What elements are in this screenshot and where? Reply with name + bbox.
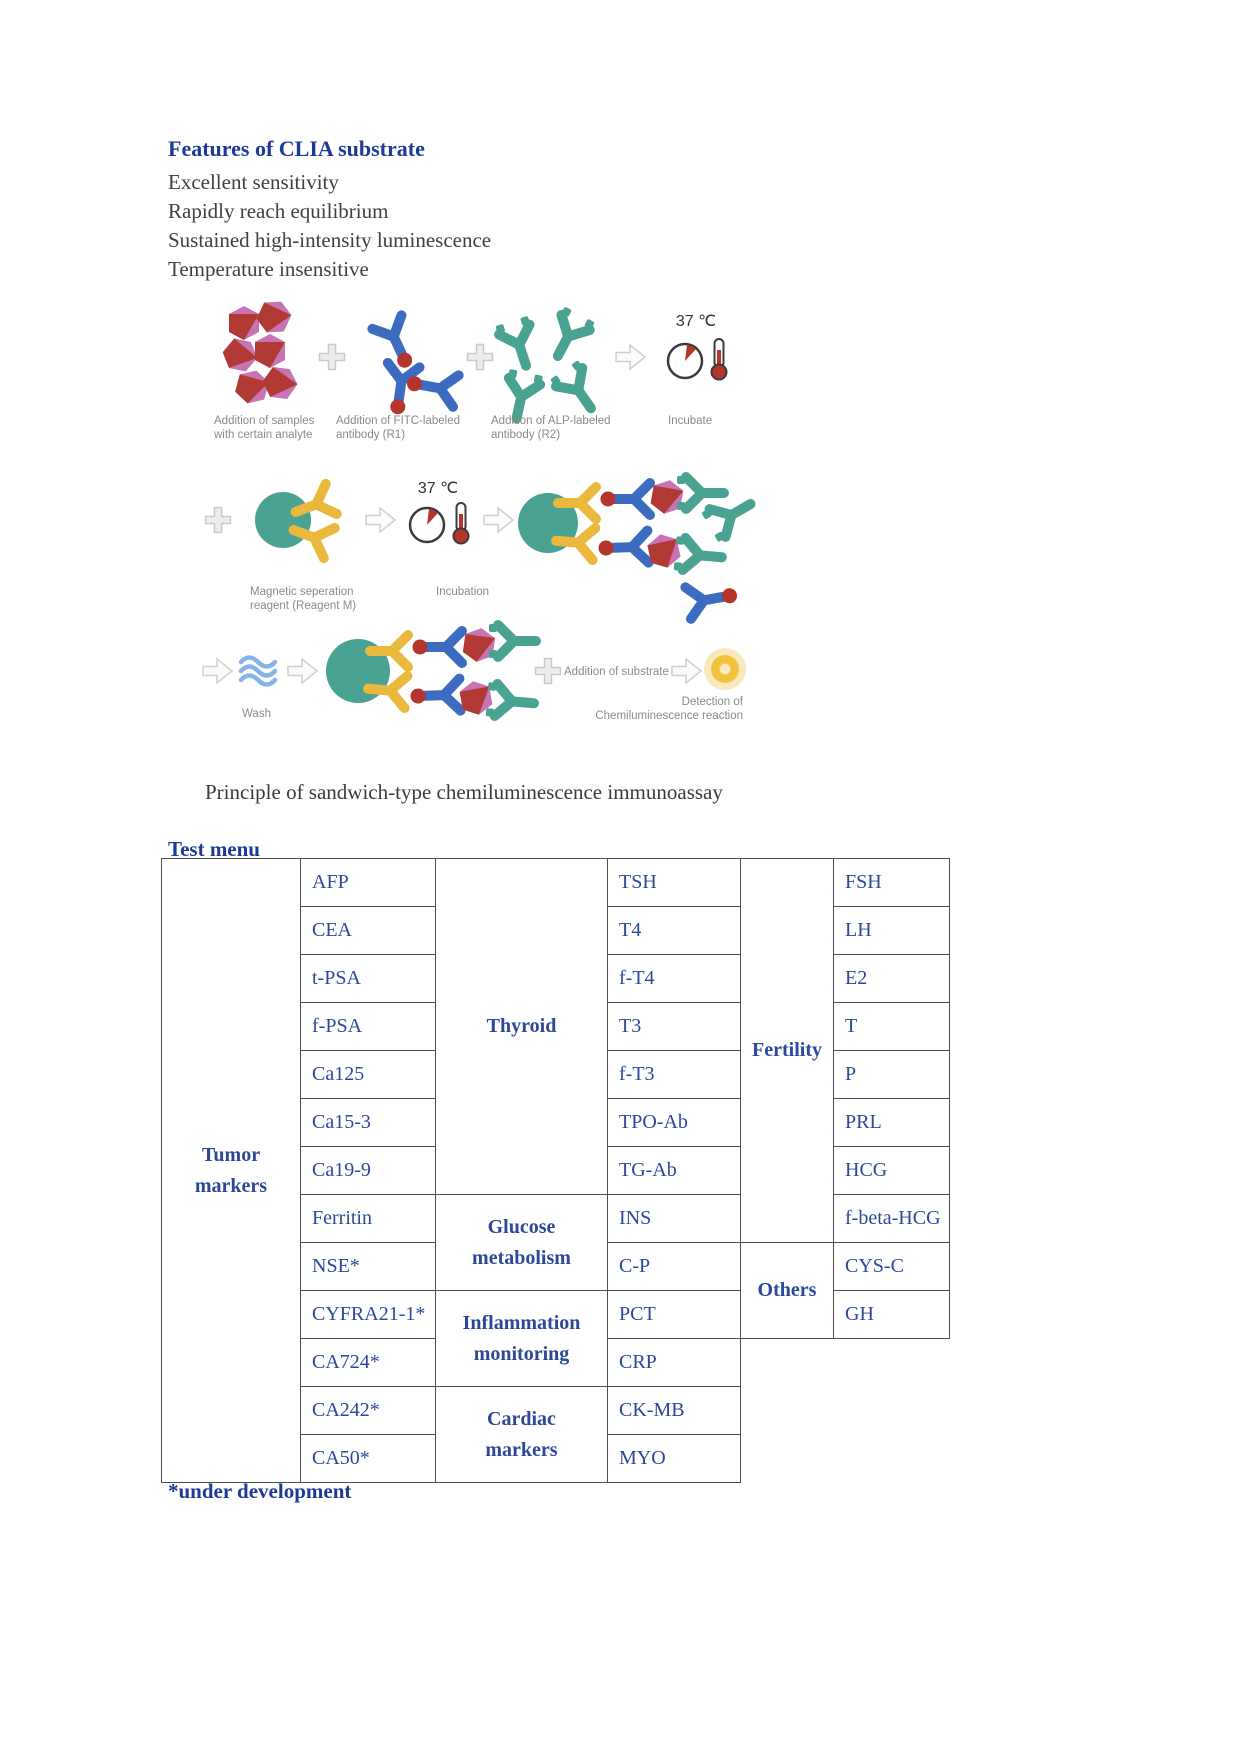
arrow-icon — [484, 508, 513, 532]
bound-complex-icon — [518, 476, 759, 619]
alp-label: antibody (R2) — [491, 429, 561, 441]
chemiluminescence-glow-icon — [704, 648, 746, 690]
category-cell-cardiac-markers: Cardiac markers — [436, 1387, 608, 1483]
arrow-icon — [366, 508, 395, 532]
test-cell: Ferritin — [301, 1195, 436, 1243]
test-cell: Ca19-9 — [301, 1147, 436, 1195]
feature-line: Excellent sensitivity — [168, 170, 339, 194]
analyte-sample-icon — [218, 295, 302, 407]
detection-label: Detection of — [681, 696, 743, 708]
category-cell-glucose-metabolism: Glucose metabolism — [436, 1195, 608, 1291]
test-cell: CYFRA21-1* — [301, 1291, 436, 1339]
wash-waves-icon — [241, 658, 275, 685]
thermometer-icon — [454, 503, 469, 544]
test-cell: TPO-Ab — [608, 1099, 741, 1147]
plus-icon — [536, 659, 561, 684]
feature-line: Sustained high-intensity luminescence — [168, 228, 492, 252]
test-cell: T4 — [608, 907, 741, 955]
test-cell: AFP — [301, 859, 436, 907]
clock-icon — [410, 508, 444, 542]
substrate-label: Addition of substrate — [564, 666, 669, 678]
test-cell: f-PSA — [301, 1003, 436, 1051]
test-cell: f-beta-HCG — [834, 1195, 950, 1243]
thermometer-icon — [712, 339, 727, 380]
test-cell: CRP — [608, 1339, 741, 1387]
test-cell: CA50* — [301, 1435, 436, 1483]
test-cell: f-T4 — [608, 955, 741, 1003]
plus-icon — [468, 345, 493, 370]
test-cell: CA242* — [301, 1387, 436, 1435]
fitc-antibody-icon — [372, 315, 458, 416]
washed-complex-icon — [326, 624, 536, 720]
category-cell-tumor-markers: Tumor markers — [162, 859, 301, 1483]
magnetic-label: reagent (Reagent M) — [250, 600, 357, 612]
arrow-icon — [672, 659, 701, 683]
test-cell: TSH — [608, 859, 741, 907]
test-cell: INS — [608, 1195, 741, 1243]
test-cell: CA724* — [301, 1339, 436, 1387]
test-cell: f-T3 — [608, 1051, 741, 1099]
test-cell: HCG — [834, 1147, 950, 1195]
magnetic-bead-icon — [255, 484, 337, 558]
temperature-label: 37 ℃ — [417, 480, 459, 497]
test-cell: t-PSA — [301, 955, 436, 1003]
test-cell: CK-MB — [608, 1387, 741, 1435]
incubation-label: Incubation — [436, 586, 490, 598]
category-cell-thyroid: Thyroid — [436, 859, 608, 1195]
test-cell: Ca15-3 — [301, 1099, 436, 1147]
category-cell-inflammation-monitoring: Inflammation monitoring — [436, 1291, 608, 1387]
incubate-label: Incubate — [668, 415, 713, 427]
temperature-label: 37 ℃ — [675, 313, 717, 330]
immunoassay-diagram — [180, 293, 760, 741]
test-menu-heading: Test menu — [168, 837, 260, 861]
test-cell: GH — [834, 1291, 950, 1339]
test-cell: Ca125 — [301, 1051, 436, 1099]
wash-label: Wash — [242, 708, 271, 720]
test-menu-table — [161, 858, 950, 1483]
test-cell: CEA — [301, 907, 436, 955]
feature-line: Temperature insensitive — [168, 257, 369, 281]
category-cell-fertility: Fertility — [741, 859, 834, 1243]
plus-icon — [206, 508, 231, 533]
alp-label: Addition of ALP-labeled — [491, 415, 611, 427]
test-cell: T3 — [608, 1003, 741, 1051]
test-cell: CYS-C — [834, 1243, 950, 1291]
clock-icon — [668, 344, 702, 378]
diagram-caption: Principle of sandwich-type chemiluminescence immunoassay — [205, 780, 723, 804]
test-cell: FSH — [834, 859, 950, 907]
detection-label: Chemiluminescence reaction — [595, 710, 743, 722]
page-title: Features of CLIA substrate — [168, 136, 425, 161]
test-cell: NSE* — [301, 1243, 436, 1291]
test-cell: T — [834, 1003, 950, 1051]
fitc-label: Addition of FITC-labeled — [336, 415, 461, 427]
test-cell: P — [834, 1051, 950, 1099]
test-cell: C-P — [608, 1243, 741, 1291]
test-cell: TG-Ab — [608, 1147, 741, 1195]
test-cell: MYO — [608, 1435, 741, 1483]
alp-antibody-icon — [495, 306, 604, 421]
test-cell: PCT — [608, 1291, 741, 1339]
features-list — [168, 168, 491, 284]
test-cell: E2 — [834, 955, 950, 1003]
test-cell: PRL — [834, 1099, 950, 1147]
test-cell: LH — [834, 907, 950, 955]
arrow-icon — [288, 659, 317, 683]
samples-label: with certain analyte — [214, 429, 313, 441]
arrow-icon — [616, 345, 645, 369]
under-development-note: *under development — [168, 1479, 352, 1503]
magnetic-label: Magnetic seperation — [250, 586, 354, 598]
fitc-label: antibody (R1) — [336, 429, 406, 441]
plus-icon — [320, 345, 345, 370]
samples-label: Addition of samples — [214, 415, 315, 427]
category-cell-others: Others — [741, 1243, 834, 1339]
feature-line: Rapidly reach equilibrium — [168, 199, 389, 223]
arrow-icon — [203, 659, 232, 683]
